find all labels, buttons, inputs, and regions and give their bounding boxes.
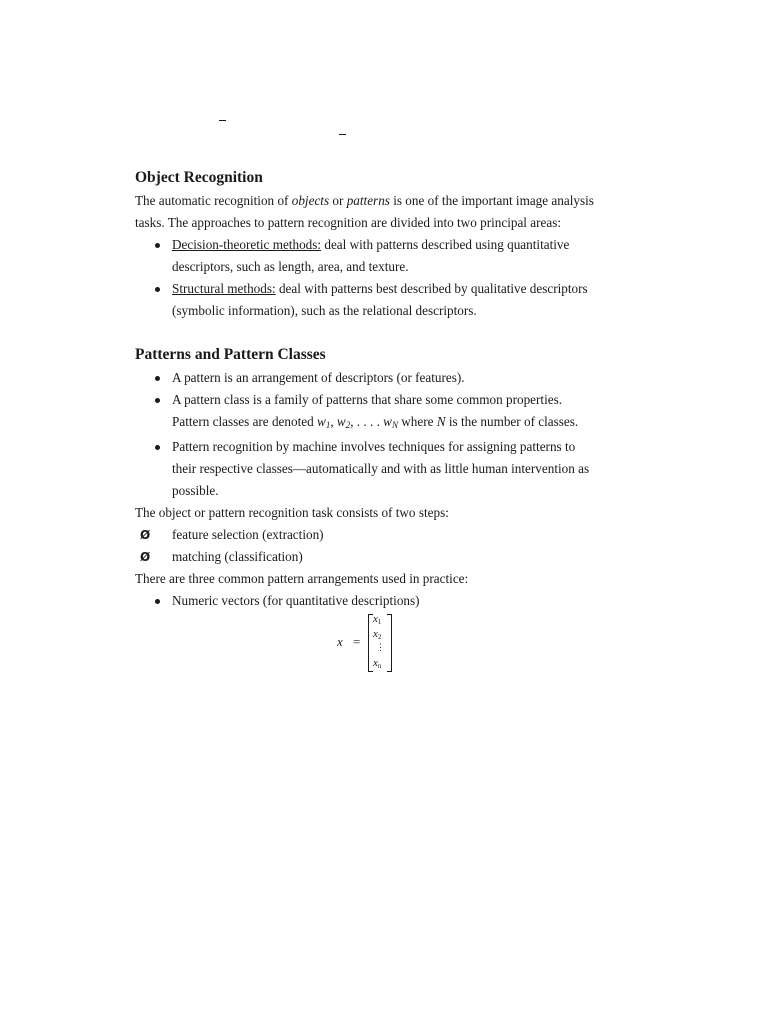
- step-marker-icon: Ø: [140, 528, 151, 542]
- methods-list: [135, 234, 595, 322]
- arrangements-list: [135, 590, 595, 612]
- method-term: Decision-theoretic methods:: [172, 237, 322, 252]
- vector-equation: [337, 614, 417, 676]
- right-bracket: [387, 614, 392, 672]
- list-item: Ø matching (classification): [135, 546, 595, 568]
- stray-dash-mark: [339, 134, 346, 135]
- vector-entry: xn: [373, 657, 382, 670]
- patterns-list: [135, 367, 595, 502]
- document-page: [135, 166, 595, 676]
- steps-list: [135, 524, 595, 568]
- list-item: Structural methods: deal with patterns best described by qualitative descriptors (symbolic information), such as the relational descriptors.: [135, 278, 595, 322]
- vector-lhs: x: [337, 634, 343, 649]
- list-item: A pattern class is a family of patterns that share some common properties. Pattern classes are denoted $w_1$, $w_2$, . . . . $w_N$ where N is the number of classes.: [135, 389, 595, 436]
- list-item: Numeric vectors (for quantitative descriptions): [135, 590, 595, 612]
- steps-intro: The object or pattern recognition task consists of two steps:: [135, 505, 449, 520]
- list-item: Decision-theoretic methods: deal with patterns described using quantitative descriptors, such as length, area, and texture.: [135, 234, 595, 278]
- vector-vdots: ⋮: [376, 642, 385, 652]
- method-term: Structural methods:: [172, 281, 276, 296]
- section-heading-patterns: Patterns and Pattern Classes: [135, 346, 326, 363]
- list-item: A pattern is an arrangement of descriptors (or features).: [135, 367, 595, 389]
- intro-paragraph: The automatic recognition of objects or patterns is one of the important image analysis tasks. The approaches to pattern recognition are divided into two principal areas:: [135, 193, 594, 230]
- stray-dash-mark: [219, 120, 226, 121]
- arrangements-intro: There are three common pattern arrangements used in practice:: [135, 571, 469, 586]
- step-marker-icon: Ø: [140, 550, 151, 564]
- equals-sign: =: [353, 634, 361, 649]
- vector-entry: x1: [373, 613, 382, 626]
- list-item: Pattern recognition by machine involves techniques for assigning patterns to their respective classes—automatically and with as little human intervention as possible.: [135, 436, 595, 502]
- vector-entry: x2: [373, 628, 382, 641]
- list-item: Ø feature selection (extraction): [135, 524, 595, 546]
- section-heading-object-recognition: Object Recognition: [135, 169, 263, 186]
